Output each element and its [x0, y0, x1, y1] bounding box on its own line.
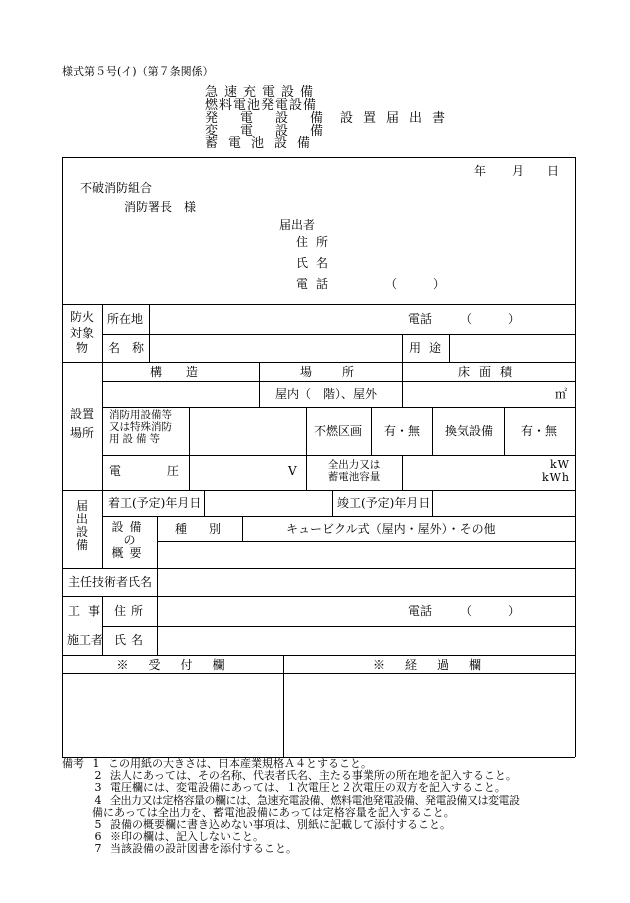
- notifier-phone-label: 電話: [296, 277, 337, 291]
- notes-label: 備考: [62, 757, 84, 770]
- reception-header: ※ 受 付 欄: [116, 658, 229, 672]
- capacity-label: 全出力又は 蓄電池容量: [327, 459, 381, 483]
- notifier-label: 届出者: [279, 218, 316, 232]
- structure-header: 構造: [150, 365, 223, 379]
- fire-equipment-label: 消防用設備等 又は特殊消防 用設備等: [109, 409, 172, 445]
- start-date-label: 着工(予定)年月日: [108, 496, 202, 510]
- unit-m2: ㎡: [555, 387, 568, 401]
- chief-title: 消防署長 様: [124, 200, 197, 214]
- contractor-name-label: 氏名: [114, 633, 149, 647]
- engineer-label: 主任技術者氏名: [68, 575, 153, 589]
- target-usage-label: 用途: [409, 341, 450, 355]
- date-year: 年: [474, 164, 487, 178]
- title-line-3: 発電設備: [205, 111, 346, 126]
- place-header: 場所: [300, 365, 385, 379]
- notifier-address-label: 住所: [296, 235, 337, 249]
- target-name-label: 名称: [108, 341, 157, 355]
- unit-v: V: [288, 464, 297, 478]
- title-line-1: 急速充電設備: [205, 85, 320, 100]
- contractor-phone-label: 電話: [408, 604, 433, 618]
- type-label: 種別: [175, 522, 244, 536]
- notifier-phone-paren: （ ）: [385, 277, 446, 291]
- install-side-label: 設置場所: [69, 407, 94, 441]
- addressee: 不破消防組合: [80, 181, 153, 195]
- overview-label: 設備 の 概要: [111, 520, 148, 561]
- target-phone-label: 電話: [408, 312, 433, 326]
- title-line-4: 変電設備: [205, 124, 346, 139]
- nonflammable-yes-no: 有・無: [384, 424, 421, 438]
- contractor-phone-paren: （ ）: [460, 604, 521, 618]
- nonflammable-label: 不燃区画: [314, 424, 363, 438]
- target-side-label: 防火対象物: [69, 310, 94, 356]
- date-month: 月: [512, 164, 525, 178]
- title-suffix: 設置届出書: [340, 111, 456, 126]
- ventilation-yes-no: 有・無: [521, 424, 558, 438]
- indoor-outdoor: 屋内（ 階）、屋外: [275, 387, 378, 401]
- date-day: 日: [547, 164, 560, 178]
- progress-header: ※ 経 過 欄: [372, 658, 485, 672]
- contractor-label-top: 工事: [68, 604, 109, 618]
- floor-area-header: 床面積: [458, 365, 522, 379]
- ventilation-label: 換気設備: [445, 424, 494, 438]
- contractor-label-bottom: 施工者: [67, 633, 104, 647]
- end-date-label: 竣工(予定)年月日: [337, 496, 431, 510]
- target-phone-paren: （ ）: [460, 312, 521, 326]
- target-location-label: 所在地: [107, 312, 144, 326]
- equipment-side-label: 届出設備: [75, 499, 88, 552]
- title-line-5: 蓄電池設備: [205, 136, 321, 151]
- contractor-address-label: 住所: [114, 604, 149, 618]
- title-line-2: 燃料電池発電設備: [205, 98, 318, 113]
- capacity-units: kW kWh: [541, 458, 570, 485]
- notifier-name-label: 氏名: [296, 256, 337, 270]
- type-value: キュービクル式（屋内・屋外）・その他: [286, 522, 496, 536]
- form-code: 様式第５号(イ)（第７条関係）: [62, 65, 214, 78]
- voltage-label: 電圧: [109, 464, 226, 478]
